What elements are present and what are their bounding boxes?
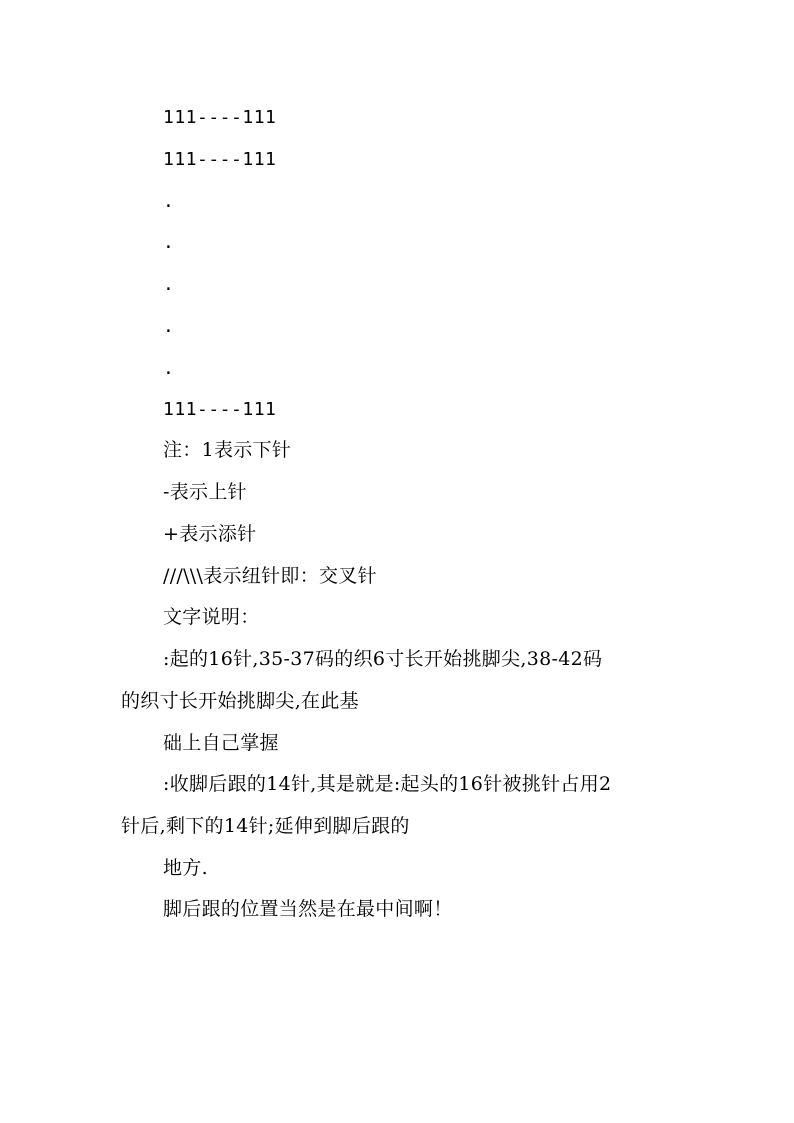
paragraph-line: 针后,剩下的14针;延伸到脚后跟的 (121, 815, 410, 837)
legend-purl: -表示上针 (163, 481, 247, 503)
chart-row-ellipsis: . (163, 191, 175, 212)
paragraph-line: 地方. (163, 857, 208, 879)
paragraph-line: 础上自己掌握 (163, 732, 279, 754)
paragraph-line: :收脚后跟的14针,其是就是:起头的16针被挑针占用2 (163, 773, 612, 795)
chart-row-ellipsis: . (163, 274, 175, 295)
chart-row-ellipsis: . (163, 316, 175, 337)
chart-row: 111----111 (163, 107, 277, 128)
legend-increase: +表示添针 (163, 523, 257, 545)
section-title: 文字说明： (163, 606, 260, 628)
legend-cable: ///\\\表示纽针即：交叉针 (163, 565, 377, 587)
paragraph-line: 的织寸长开始挑脚尖,在此基 (121, 690, 359, 712)
legend-knit: 注：1表示下针 (163, 439, 292, 461)
chart-row: 111----111 (163, 149, 277, 170)
chart-row: 111----111 (163, 399, 277, 420)
paragraph-line: 脚后跟的位置当然是在最中间啊！ (163, 898, 453, 920)
chart-row-ellipsis: . (163, 358, 175, 379)
chart-row-ellipsis: . (163, 232, 175, 253)
paragraph-line: :起的16针,35-37码的织6寸长开始挑脚尖,38-42码 (163, 648, 603, 670)
